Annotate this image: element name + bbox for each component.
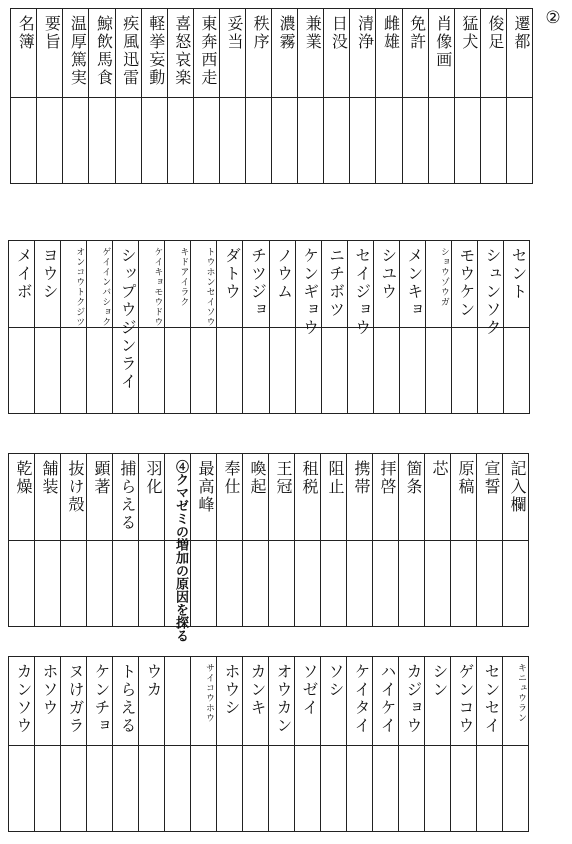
vocab-column [112, 454, 138, 626]
answer-cell[interactable] [322, 328, 347, 413]
vocab-word: ハイケイ [373, 657, 398, 746]
vocab-column [36, 9, 62, 183]
vocab-word: ヨウシ [35, 241, 60, 328]
answer-cell[interactable] [376, 98, 401, 183]
answer-cell[interactable] [503, 541, 528, 626]
vocab-word: 宣誓 [477, 454, 502, 541]
vocab-word: 拝啓 [373, 454, 398, 541]
answer-cell[interactable] [139, 541, 164, 626]
vocab-column [476, 454, 502, 626]
vocab-column [60, 454, 86, 626]
vocab-column [424, 454, 450, 626]
vocab-word: ホソウ [35, 657, 60, 746]
vocab-column [245, 9, 271, 183]
vocab-word: ケンギョウ [296, 241, 321, 328]
answer-cell[interactable] [451, 746, 476, 831]
answer-cell[interactable] [35, 328, 60, 413]
vocab-word: 箇条 [399, 454, 424, 541]
answer-cell[interactable] [116, 98, 141, 183]
vocab-column [190, 241, 216, 413]
vocab-word: 王冠 [269, 454, 294, 541]
vocab-column [294, 657, 320, 831]
answer-cell[interactable] [298, 98, 323, 183]
answer-cell[interactable] [295, 541, 320, 626]
answer-cell[interactable] [269, 541, 294, 626]
vocab-word: 鯨飲馬食 [89, 9, 114, 98]
answer-cell[interactable] [347, 746, 372, 831]
vocab-column [399, 241, 425, 413]
answer-cell[interactable] [477, 541, 502, 626]
vocab-word: ソシ [321, 657, 346, 746]
vocab-word: 記入欄 [503, 454, 528, 541]
vocab-column [294, 454, 320, 626]
vocab-column [167, 9, 193, 183]
vocab-column [34, 241, 60, 413]
vocab-word: 秩序 [246, 9, 271, 98]
vocab-column [502, 454, 528, 626]
vocab-column [193, 9, 219, 183]
vocab-column [372, 657, 398, 831]
answer-cell[interactable] [9, 746, 34, 831]
vocab-column [320, 657, 346, 831]
answer-cell[interactable] [350, 98, 375, 183]
answer-cell[interactable] [61, 541, 86, 626]
answer-cell[interactable] [451, 541, 476, 626]
answer-cell[interactable] [217, 541, 242, 626]
vocab-column [138, 241, 164, 413]
vocab-column [398, 657, 424, 831]
answer-cell[interactable] [452, 328, 477, 413]
answer-cell[interactable] [243, 746, 268, 831]
vocab-word: カンソウ [9, 657, 34, 746]
vocab-column [268, 454, 294, 626]
vocab-word: メンキョ [400, 241, 425, 328]
vocab-column [425, 241, 451, 413]
vocab-word: ケイキョモウドウ [139, 241, 164, 328]
vocab-column [112, 657, 138, 831]
vocab-word: 喜怒哀楽 [168, 9, 193, 98]
vocab-column [34, 454, 60, 626]
vocab-column [164, 241, 190, 413]
vocab-word: ④クマゼミの増加の原因を探る [165, 454, 190, 541]
vocab-grid-1 [10, 8, 533, 184]
answer-cell[interactable] [373, 541, 398, 626]
answer-cell[interactable] [165, 541, 190, 626]
vocab-column [164, 657, 190, 831]
answer-cell[interactable] [243, 328, 268, 413]
vocab-column [242, 241, 268, 413]
answer-cell[interactable] [113, 541, 138, 626]
answer-cell[interactable] [191, 541, 216, 626]
vocab-column [346, 454, 372, 626]
vocab-word: シップウジンライ [113, 241, 138, 328]
vocab-column [268, 657, 294, 831]
vocab-word: 羽化 [139, 454, 164, 541]
vocab-column [398, 454, 424, 626]
vocab-word: 奉仕 [217, 454, 242, 541]
answer-cell[interactable] [63, 98, 88, 183]
vocab-word: 俊足 [481, 9, 506, 98]
vocab-column [347, 241, 373, 413]
vocab-column [295, 241, 321, 413]
vocab-word: 抜け殻 [61, 454, 86, 541]
vocab-word: ゲンコウ [451, 657, 476, 746]
answer-cell[interactable] [87, 746, 112, 831]
answer-cell[interactable] [61, 746, 86, 831]
vocab-column [216, 657, 242, 831]
vocab-word: トウホンセイソウ [191, 241, 216, 328]
answer-cell[interactable] [113, 746, 138, 831]
vocab-column [216, 241, 242, 413]
answer-cell[interactable] [87, 541, 112, 626]
vocab-word: 最高峰 [191, 454, 216, 541]
vocab-word: キドアイラク [165, 241, 190, 328]
vocab-column [219, 9, 245, 183]
vocab-word: ショウゾウガ [426, 241, 451, 328]
answer-cell[interactable] [168, 98, 193, 183]
vocab-column [402, 9, 428, 183]
vocab-column [138, 454, 164, 626]
vocab-word: ノウム [270, 241, 295, 328]
vocab-column [60, 241, 86, 413]
vocab-word: ゲイインバショク [87, 241, 112, 328]
vocab-word: 原稿 [451, 454, 476, 541]
vocab-word: 携帯 [347, 454, 372, 541]
vocab-column [428, 9, 454, 183]
vocab-column [60, 657, 86, 831]
answer-cell[interactable] [139, 746, 164, 831]
answer-cell[interactable] [478, 328, 503, 413]
vocab-word: 名簿 [11, 9, 36, 98]
answer-cell[interactable] [507, 98, 532, 183]
vocab-word: 東奔西走 [194, 9, 219, 98]
vocab-column [454, 9, 480, 183]
vocab-word: 猛犬 [455, 9, 480, 98]
vocab-column [11, 9, 36, 183]
vocab-word: 阻止 [321, 454, 346, 541]
vocab-column [9, 657, 34, 831]
vocab-word: 疾風迅雷 [116, 9, 141, 98]
vocab-column [34, 657, 60, 831]
vocab-column [112, 241, 138, 413]
answer-cell[interactable] [295, 746, 320, 831]
vocab-word: 喚起 [243, 454, 268, 541]
answer-cell[interactable] [321, 541, 346, 626]
vocab-word: センセイ [477, 657, 502, 746]
answer-cell[interactable] [194, 98, 219, 183]
vocab-column [320, 454, 346, 626]
answer-cell[interactable] [11, 98, 36, 183]
answer-cell[interactable] [165, 746, 190, 831]
vocab-word: オウカン [269, 657, 294, 746]
answer-cell[interactable] [142, 98, 167, 183]
vocab-column [450, 454, 476, 626]
vocab-word: 肖像画 [429, 9, 454, 98]
vocab-column [451, 241, 477, 413]
answer-cell[interactable] [503, 746, 528, 831]
vocab-column [503, 241, 529, 413]
vocab-column [9, 454, 34, 626]
vocab-word: ケイタイ [347, 657, 372, 746]
answer-cell[interactable] [373, 746, 398, 831]
answer-cell[interactable] [324, 98, 349, 183]
vocab-column [424, 657, 450, 831]
vocab-column [138, 657, 164, 831]
answer-cell[interactable] [348, 328, 373, 413]
vocab-word: キニュウラン [503, 657, 528, 746]
vocab-column [269, 241, 295, 413]
answer-cell[interactable] [113, 328, 138, 413]
answer-cell[interactable] [87, 328, 112, 413]
vocab-column [86, 241, 112, 413]
answer-cell[interactable] [217, 328, 242, 413]
answer-cell[interactable] [61, 328, 86, 413]
answer-cell[interactable] [246, 98, 271, 183]
vocab-word: 兼業 [298, 9, 323, 98]
vocab-column [502, 657, 528, 831]
answer-cell[interactable] [165, 328, 190, 413]
vocab-column [86, 454, 112, 626]
vocab-word: ホウシ [217, 657, 242, 746]
answer-cell[interactable] [9, 328, 34, 413]
answer-cell[interactable] [455, 98, 480, 183]
answer-cell[interactable] [321, 746, 346, 831]
vocab-column [375, 9, 401, 183]
vocab-word: 濃霧 [272, 9, 297, 98]
vocab-column [62, 9, 88, 183]
vocab-word: 遷都 [507, 9, 532, 98]
answer-cell[interactable] [400, 328, 425, 413]
vocab-word: 温厚篤実 [63, 9, 88, 98]
vocab-grid-2 [8, 240, 530, 414]
vocab-word: チツジョ [243, 241, 268, 328]
vocab-word: ダトウ [217, 241, 242, 328]
vocab-column [242, 454, 268, 626]
vocab-word: カンキ [243, 657, 268, 746]
vocab-column [349, 9, 375, 183]
vocab-column [346, 657, 372, 831]
page-number-marker: ② [545, 8, 561, 28]
vocab-word: シュンソク [478, 241, 503, 328]
vocab-word: セント [504, 241, 529, 328]
vocab-word: 要旨 [37, 9, 62, 98]
answer-cell[interactable] [191, 746, 216, 831]
vocab-column [450, 657, 476, 831]
answer-cell[interactable] [269, 746, 294, 831]
vocab-column [323, 9, 349, 183]
vocab-word: ウカ [139, 657, 164, 746]
vocab-word: メイボ [9, 241, 34, 328]
vocab-word: 顕著 [87, 454, 112, 541]
vocab-column [321, 241, 347, 413]
vocab-word: モウケン [452, 241, 477, 328]
vocab-word [165, 657, 190, 746]
answer-cell[interactable] [426, 328, 451, 413]
answer-cell[interactable] [217, 746, 242, 831]
vocab-word: セイジョウ [348, 241, 373, 328]
vocab-column [86, 657, 112, 831]
answer-cell[interactable] [399, 746, 424, 831]
answer-cell[interactable] [35, 541, 60, 626]
vocab-word: 日没 [324, 9, 349, 98]
answer-cell[interactable] [89, 98, 114, 183]
vocab-column [242, 657, 268, 831]
vocab-column [271, 9, 297, 183]
vocab-column [297, 9, 323, 183]
vocab-word: 捕らえる [113, 454, 138, 541]
vocab-column [141, 9, 167, 183]
answer-cell[interactable] [429, 98, 454, 183]
vocab-column [190, 454, 216, 626]
vocab-word: シユウ [374, 241, 399, 328]
vocab-column [476, 657, 502, 831]
vocab-word: 軽挙妄動 [142, 9, 167, 98]
vocab-column [115, 9, 141, 183]
vocab-word: 清浄 [350, 9, 375, 98]
answer-cell[interactable] [296, 328, 321, 413]
answer-cell[interactable] [139, 328, 164, 413]
vocab-column [164, 454, 190, 642]
vocab-column [9, 241, 34, 413]
vocab-column [190, 657, 216, 831]
vocab-column [506, 9, 532, 183]
answer-cell[interactable] [270, 328, 295, 413]
answer-cell[interactable] [425, 746, 450, 831]
answer-cell[interactable] [425, 541, 450, 626]
answer-cell[interactable] [272, 98, 297, 183]
vocab-word: ニチボツ [322, 241, 347, 328]
answer-cell[interactable] [481, 98, 506, 183]
vocab-word: カジョウ [399, 657, 424, 746]
vocab-column [88, 9, 114, 183]
answer-cell[interactable] [191, 328, 216, 413]
vocab-word: ソゼイ [295, 657, 320, 746]
answer-cell[interactable] [403, 98, 428, 183]
vocab-column [372, 454, 398, 626]
answer-cell[interactable] [347, 541, 372, 626]
answer-cell[interactable] [399, 541, 424, 626]
vocab-word: ヌけガラ [61, 657, 86, 746]
vocab-word: サイコウホウ [191, 657, 216, 746]
answer-cell[interactable] [477, 746, 502, 831]
answer-cell[interactable] [37, 98, 62, 183]
vocab-column [216, 454, 242, 626]
vocab-word: シン [425, 657, 450, 746]
vocab-word: トらえる [113, 657, 138, 746]
vocab-column [477, 241, 503, 413]
vocab-column [480, 9, 506, 183]
vocab-word: 免許 [403, 9, 428, 98]
answer-cell[interactable] [243, 541, 268, 626]
answer-cell[interactable] [220, 98, 245, 183]
vocab-word: 芯 [425, 454, 450, 541]
answer-cell[interactable] [504, 328, 529, 413]
vocab-word: 租税 [295, 454, 320, 541]
vocab-word: 舗装 [35, 454, 60, 541]
vocab-column [373, 241, 399, 413]
vocab-grid-4 [8, 656, 529, 832]
vocab-word: オンコウトクジツ [61, 241, 86, 328]
vocab-word: 妥当 [220, 9, 245, 98]
answer-cell[interactable] [374, 328, 399, 413]
answer-cell[interactable] [9, 541, 34, 626]
vocab-grid-3 [8, 453, 529, 642]
vocab-word: ケンチョ [87, 657, 112, 746]
vocab-word: 雌雄 [376, 9, 401, 98]
vocab-word: 乾燥 [9, 454, 34, 541]
answer-cell[interactable] [35, 746, 60, 831]
